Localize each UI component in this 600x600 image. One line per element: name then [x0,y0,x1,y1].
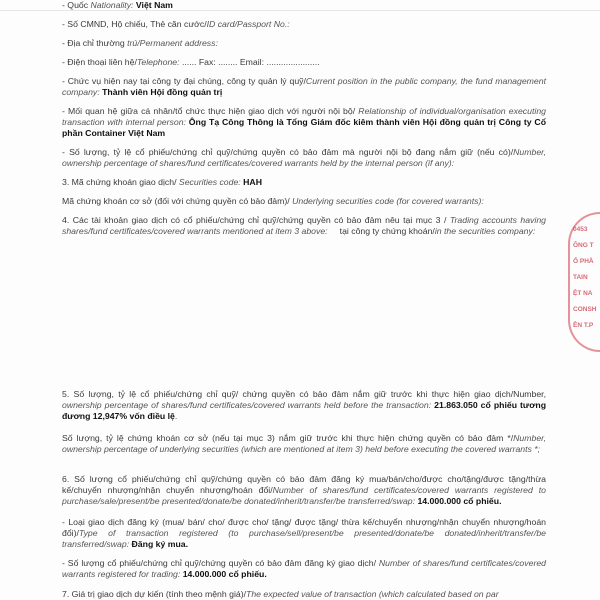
expected-value-paragraph: 7. Giá trị giao dịch dự kiến (tính theo mệnh giá)/The expected value of transaction (which calculated based on par [62,589,499,599]
stamp-text: ỆT NA [573,290,593,297]
underlying-before-paragraph: Số lượng, tỷ lệ chứng khoán cơ sở (nếu tại mục 3) nắm giữ trước khi thực hiện chứng quyền có bảo đảm */Number, ownership percentage of underlying securities (which are mentioned at item 3) held before executing the covered warrants *; [62,433,546,454]
trading-accounts-paragraph: 4. Các tài khoản giao dịch có cổ phiếu/chứng chỉ quỹ/chứng quyền có bảo đảm nêu tại mục 3 / Trading accounts having shares/fund certificates/covered warrants mentioned at item 3 above: tại công ty chứng khoán/in the securities company: [62,215,546,236]
internal-holding-paragraph: - Số lượng, tỷ lệ cổ phiếu/chứng chỉ quỹ/chứng quyền có bảo đảm mà người nội bộ đang nắm giữ (nếu có)/Number, ownership percentage of shares/fund certificates/covered warrants held by the internal person (if any): [62,147,546,168]
position-paragraph: - Chức vụ hiện nay tại công ty đại chúng, công ty quản lý quỹ/Current position in the public company, the fund management company: Thành viên Hội đồng quản trị [62,76,546,97]
trading-quantity-paragraph: - Số lượng cổ phiếu/chứng chỉ quỹ/chứng quyền có bảo đảm đăng ký giao dịch/ Number of shares/fund certificates/covered warrants registered for trading: 14.000.000 cổ phiếu. [62,558,547,579]
id-card-line: - Số CMND, Hộ chiếu, Thẻ căn cước/ID card/Passport No.: [62,19,290,29]
holding-before-paragraph: 5. Số lượng, tỷ lệ cổ phiếu/chứng chỉ quỹ/ chứng quyền có bảo đảm nắm giữ trước khi thực hiện giao dịch/Number, ownership percentage of shares/fund certificates/covered warrants held before the transaction: 21.863.050 cổ phiếu tương đương 12,947% vốn điều lệ. [62,389,547,421]
stamp-text: 0453 [573,226,588,233]
underlying-code-line: Mã chứng khoán cơ sở (đối với chứng quyền có bảo đảm)/ Underlying securities code (for covered warrants): [62,196,484,206]
nationality-line: - Quốc Nationality: Việt Nam [62,0,173,10]
stamp-text: ÔNG T [573,242,594,249]
telephone-line: - Điện thoại liên hệ/Telephone: ...... Fax: ........ Email: ...................... [62,57,320,67]
stamp-text: TAIN [573,274,588,281]
company-seal-stamp [568,212,600,352]
transaction-type-paragraph: - Loại giao dịch đăng ký (mua/ bán/ cho/ được cho/ tặng/ được tặng/ thừa kế/chuyển nhượng/nhận chuyển nhượng/hoán đổi)/Type of transaction registered (to purchase/sell/present/be presented/donate/be donated/inherit/transfer/be transferred/swap: Đăng ký mua. [62,517,546,549]
stamp-text: ÊN T.P [573,322,594,329]
stamp-text: Ổ PHẦ [573,258,594,265]
securities-code-line: 3. Mã chứng khoán giao dịch/ Securities code: HAH [62,177,262,187]
address-line: - Địa chỉ thường trú/Permanent address: [62,38,218,48]
stamp-text: CONSH [573,306,597,313]
registered-quantity-paragraph: 6. Số lượng cổ phiếu/chứng chỉ quỹ/chứng quyền có bảo đảm đăng ký mua/bán/cho/được cho/tặng/được tặng/thừa kế/chuyển nhượng/nhận chuyển nhượng/hoán đổi/Number of shares/fund certificates/covered warrants registered to purchase/sale/present/be presented/donate/be donated/inherit/transfer/be transferred/swap: 14.000.000 cổ phiếu. [62,474,546,506]
relationship-paragraph: - Mối quan hệ giữa cá nhân/tổ chức thực hiện giao dịch với người nội bộ/ Relationship of individual/organisation executing transaction with internal person: Ông Tạ Công Thông là Tổng Giám đốc kiêm thành viên Hội đồng quản trị Công ty Cổ phần Container Việt Nam [62,106,546,138]
